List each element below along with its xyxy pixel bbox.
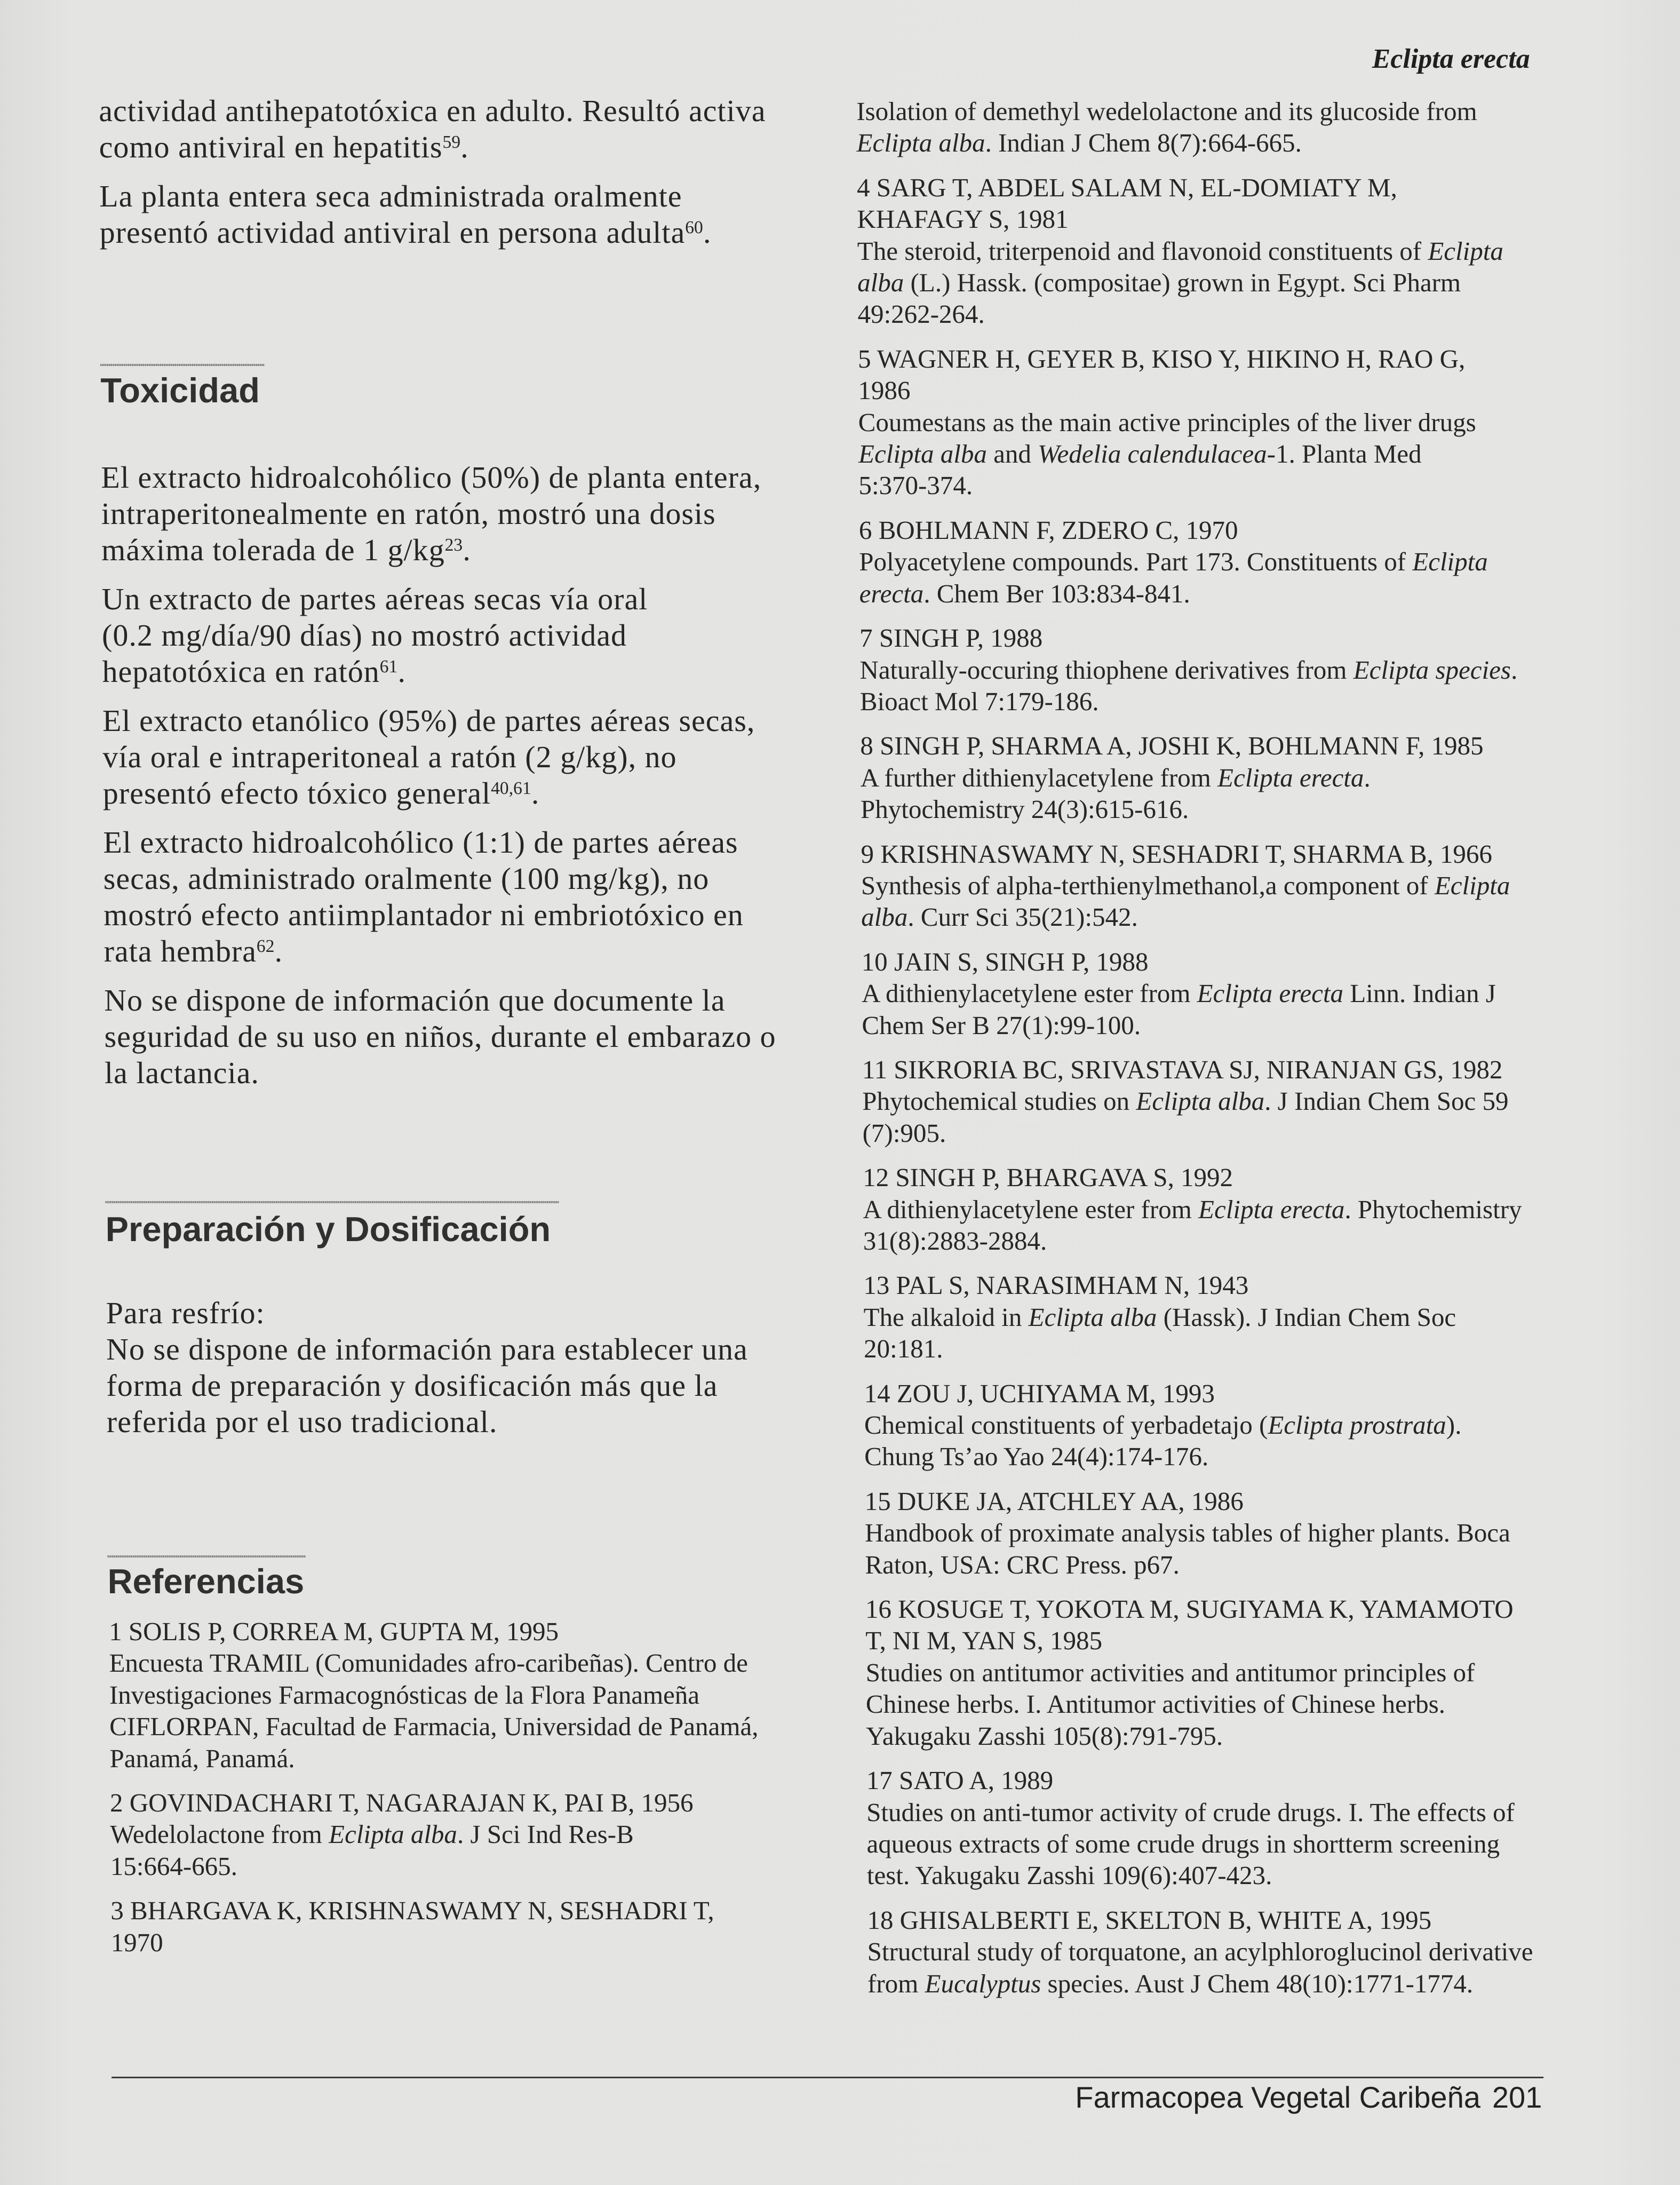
text-run: ). <box>1446 1410 1462 1440</box>
reference-line: Handbook of proximate analysis tables of higher plants. Boca <box>864 1518 1510 1548</box>
text-line: seguridad de su uso en niños, durante el embarazo o <box>104 1019 776 1054</box>
text-line: forma de preparación y dosificación más que la <box>106 1368 718 1403</box>
text-run: rata hembra <box>103 934 257 968</box>
text-line: (0.2 mg/día/90 días) no mostró actividad <box>101 618 627 653</box>
paragraph <box>101 581 774 690</box>
reference-line <box>857 235 1523 267</box>
reference-line: 9 KRISHNASWAMY N, SESHADRI T, SHARMA B, 1966 <box>861 839 1493 869</box>
citation-superscript: 23 <box>444 535 463 555</box>
citation-superscript: 59 <box>442 132 461 152</box>
reference-line <box>860 762 1526 793</box>
text-run: . J Sci Ind Res-B <box>457 1819 634 1849</box>
reference-entry <box>857 172 1524 330</box>
reference-line: Phytochemistry 24(3):615-616. <box>860 794 1189 824</box>
paragraph <box>106 1331 749 1440</box>
reference-line: CIFLORPAN, Facultad de Farmacia, Universidad de Panamá, <box>109 1712 759 1742</box>
reference-line: 31(8):2883-2884. <box>863 1226 1047 1256</box>
reference-line: 13 PAL S, NARASIMHAM N, 1943 <box>863 1270 1249 1300</box>
text-run: . Curr Sci 35(21):542. <box>907 902 1138 932</box>
text-run: (Hassk). J Indian Chem Soc <box>1157 1302 1456 1332</box>
reference-line: 12 SINGH P, BHARGAVA S, 1992 <box>862 1163 1233 1193</box>
preparacion-text <box>106 1295 748 1440</box>
text-line: vía oral e intraperitoneal a ratón (2 g/kg), no <box>102 740 677 774</box>
italic-taxon: Eclipta alba <box>1136 1086 1265 1116</box>
text-run: Wedelolactone from <box>110 1819 329 1849</box>
italic-taxon: erecta <box>859 578 924 608</box>
reference-line: (7):905. <box>862 1118 946 1148</box>
text-run: A dithienylacetylene ester from <box>863 1194 1199 1224</box>
reference-entry <box>864 1378 1530 1473</box>
footer-rule <box>112 2077 1543 2078</box>
reference-line: Chung Ts’ao Yao 24(4):174-176. <box>864 1442 1209 1472</box>
text-run: . <box>397 654 407 689</box>
italic-taxon: Eclipta species <box>1353 655 1511 685</box>
reference-line: 5 WAGNER H, GEYER B, KISO Y, HIKINO H, RAO G, <box>857 344 1466 374</box>
reference-line: 16 KOSUGE T, YOKOTA M, SUGIYAMA K, YAMAMOTO <box>865 1594 1514 1624</box>
reference-line: Studies on anti-tumor activity of crude drugs. I. The effects of <box>866 1797 1515 1827</box>
italic-taxon: Eclipta <box>1434 870 1510 900</box>
reference-line: 15:664-665. <box>110 1851 238 1881</box>
text-line: No se dispone de información que documente la <box>103 983 726 1018</box>
reference-line <box>861 870 1527 901</box>
reference-entry <box>109 1616 759 1774</box>
reference-line: KHAFAGY S, 1981 <box>857 204 1069 234</box>
section-rule-toxicidad <box>100 364 265 366</box>
reference-list-right <box>856 96 1533 1999</box>
text-run: Polyacetylene compounds. Part 173. Constituents of <box>859 547 1413 577</box>
reference-line <box>862 978 1527 1009</box>
text-line <box>102 654 774 690</box>
reference-line: 8 SINGH P, SHARMA A, JOSHI K, BOHLMANN F, 1985 <box>860 731 1484 761</box>
reference-line: 6 BOHLMANN F, ZDERO C, 1970 <box>858 515 1238 545</box>
italic-taxon: Eucalyptus <box>925 1968 1041 1998</box>
publication-title: Farmacopea Vegetal Caribeña <box>1075 2080 1481 2114</box>
reference-line <box>864 1409 1530 1441</box>
reference-line: Panamá, Panamá. <box>109 1743 295 1773</box>
reference-entry <box>860 730 1526 825</box>
reference-line <box>861 901 1527 933</box>
text-line: El extracto etanólico (95%) de partes aéreas secas, <box>102 703 755 738</box>
reference-line: 4 SARG T, ABDEL SALAM N, EL-DOMIATY M, <box>856 172 1397 202</box>
reference-entry <box>110 1787 759 1882</box>
reference-line: Structural study of torquatone, an acylphloroglucinol derivative <box>867 1937 1533 1967</box>
reference-line: 11 SIKRORIA BC, SRIVASTAVA SJ, NIRANJAN GS, 1982 <box>862 1054 1503 1084</box>
section-heading-preparacion: Preparación y Dosificación <box>105 1210 551 1249</box>
reference-line: Encuesta TRAMIL (Comunidades afro-caribeñas). Centro de <box>109 1648 749 1678</box>
reference-line: Bioact Mol 7:179-186. <box>859 686 1099 716</box>
reference-line: 20:181. <box>863 1334 943 1364</box>
reference-line: test. Yakugaku Zasshi 109(6):407-423. <box>866 1861 1272 1890</box>
italic-taxon: alba <box>861 902 908 932</box>
reference-line: 49:262-264. <box>857 299 985 329</box>
italic-taxon: Wedelia calendulacea <box>1038 439 1267 469</box>
text-run: The alkaloid in <box>863 1302 1029 1332</box>
text-run: and <box>986 439 1038 469</box>
reference-line: Yakugaku Zasshi 105(8):791-795. <box>866 1721 1223 1751</box>
italic-taxon: Eclipta alba <box>856 128 985 158</box>
reference-line: Coumestans as the main active principles of the liver drugs <box>858 407 1476 437</box>
reference-line <box>858 438 1524 470</box>
reference-entry <box>861 838 1527 933</box>
reference-line: Investigaciones Farmacognósticas de la Flora Panameña <box>109 1680 700 1710</box>
citation-superscript: 40,61 <box>490 778 531 798</box>
text-run: Synthesis of alpha-terthienylmethanol,a component of <box>861 870 1435 900</box>
text-run: A further dithienylacetylene from <box>860 762 1218 792</box>
text-line: mostró efecto antiimplantador ni embriotóxico en <box>103 897 744 932</box>
paragraph <box>99 178 767 251</box>
preparation-paragraphs <box>106 1331 749 1440</box>
italic-taxon: Eclipta <box>1428 236 1504 266</box>
text-run: hepatotóxica en ratón <box>102 654 380 689</box>
intro-text <box>99 93 767 251</box>
reference-line: 5:370-374. <box>858 471 973 500</box>
reference-line: 14 ZOU J, UCHIYAMA M, 1993 <box>864 1378 1215 1408</box>
text-run: -1. Planta Med <box>1267 439 1422 469</box>
reference-line <box>863 1301 1529 1333</box>
text-line: la lactancia. <box>104 1055 260 1090</box>
reference-line <box>857 267 1523 298</box>
paragraph <box>99 93 766 165</box>
reference-line: Chem Ser B 27(1):99-100. <box>862 1010 1141 1040</box>
text-run: . <box>274 934 283 968</box>
text-run: . J Indian Chem Soc 59 <box>1264 1086 1509 1116</box>
text-run: presentó efecto tóxico general <box>102 776 491 811</box>
paragraph <box>103 824 776 970</box>
text-run: Chemical constituents of yerbadetajo ( <box>864 1410 1268 1440</box>
text-line <box>99 214 767 251</box>
text-run: . Chem Ber 103:834-841. <box>923 578 1190 608</box>
italic-taxon: Eclipta erecta <box>1198 1194 1345 1224</box>
text-run: . <box>1364 762 1371 792</box>
text-run: . <box>703 215 712 250</box>
text-run: máxima tolerada de 1 g/kg <box>101 533 445 567</box>
reference-entry <box>863 1162 1529 1257</box>
italic-taxon: Eclipta alba <box>328 1819 458 1849</box>
text-line: La planta entera seca administrada oralmente <box>99 179 682 213</box>
text-run: . <box>463 533 471 567</box>
reference-entry <box>863 1269 1530 1364</box>
text-run: presentó actividad antiviral en persona adulta <box>99 215 686 250</box>
section-heading-referencias: Referencias <box>107 1562 305 1601</box>
italic-taxon: Eclipta alba <box>1028 1302 1157 1332</box>
text-line: referida por el uso tradicional. <box>106 1404 498 1439</box>
reference-line: 1970 <box>110 1927 163 1957</box>
reference-line: 3 BHARGAVA K, KRISHNASWAMY N, SESHADRI T, <box>110 1896 714 1926</box>
text-run: from <box>867 1968 925 1998</box>
text-line <box>103 933 775 970</box>
preparation-label: Para resfrío: <box>106 1296 265 1330</box>
text-line: intraperitonealmente en ratón, mostró una dosis <box>101 496 716 531</box>
text-line <box>101 532 773 568</box>
paragraph <box>102 703 775 812</box>
text-run: . <box>531 776 540 811</box>
reference-entry <box>862 1054 1528 1149</box>
text-run: . Indian J Chem 8(7):664-665. <box>985 128 1302 158</box>
page-footer <box>1075 2080 1542 2115</box>
section-rule-preparacion <box>105 1201 559 1203</box>
reference-entry <box>867 1904 1533 1999</box>
text-run: The steroid, triterpenoid and flavonoid constituents of <box>857 236 1428 266</box>
reference-entry <box>859 622 1526 717</box>
text-run: (L.) Hassk. (compositae) grown in Egypt. Sci Pharm <box>904 268 1461 298</box>
reference-entry <box>110 1895 760 1958</box>
italic-taxon: Eclipta prostrata <box>1268 1410 1446 1440</box>
reference-line: T, NI M, YAN S, 1985 <box>865 1626 1103 1656</box>
text-line <box>103 775 775 812</box>
reference-line <box>856 127 1522 158</box>
text-run: Naturally-occuring thiophene derivatives from <box>859 655 1353 685</box>
reference-entry <box>865 1593 1532 1752</box>
text-line: El extracto hidroalcohólico (1:1) de partes aéreas <box>103 825 738 860</box>
reference-line: 17 SATO A, 1989 <box>866 1766 1054 1795</box>
text-run: . <box>1510 655 1518 685</box>
text-line: secas, administrado oralmente (100 mg/kg), no <box>103 861 710 896</box>
reference-line: Studies on antitumor activities and antitumor principles of <box>865 1657 1475 1687</box>
italic-taxon: Eclipta <box>1412 547 1488 577</box>
text-line: actividad antihepatotóxica en adulto. Resultó activa <box>99 93 766 128</box>
reference-line <box>859 578 1525 609</box>
reference-line <box>862 1085 1528 1117</box>
text-run: A dithienylacetylene ester from <box>861 979 1197 1008</box>
text-line: Un extracto de partes aéreas secas vía oral <box>101 582 648 616</box>
reference-line <box>867 1968 1533 1999</box>
reference-line: 15 DUKE JA, ATCHLEY AA, 1986 <box>864 1486 1244 1516</box>
reference-line: Chinese herbs. I. Antitumor activities of Chinese herbs. <box>865 1689 1446 1719</box>
italic-taxon: Eclipta erecta <box>1217 762 1364 792</box>
citation-superscript: 61 <box>379 656 398 677</box>
reference-entry <box>858 343 1525 502</box>
reference-line: aqueous extracts of some crude drugs in shortterm screening <box>866 1829 1500 1858</box>
text-run: . <box>460 130 469 164</box>
text-run: species. Aust J Chem 48(10):1771-1774. <box>1041 1968 1474 1998</box>
reference-list-left <box>109 1616 760 1958</box>
paragraph <box>101 459 773 568</box>
reference-entry <box>865 1485 1531 1580</box>
text-run: Linn. Indian J <box>1343 979 1496 1008</box>
reference-line: 1 SOLIS P, CORREA M, GUPTA M, 1995 <box>108 1617 559 1646</box>
running-title: Eclipta erecta <box>1372 44 1530 74</box>
italic-taxon: Eclipta alba <box>858 439 988 469</box>
toxicidad-text <box>101 459 776 1091</box>
italic-taxon: alba <box>857 268 904 298</box>
reference-line <box>859 546 1525 577</box>
text-run: como antiviral en hepatitis <box>99 130 443 164</box>
text-run: . Phytochemistry <box>1344 1194 1522 1224</box>
text-line <box>99 129 766 165</box>
citation-superscript: 60 <box>685 217 703 237</box>
reference-line: 2 GOVINDACHARI T, NAGARAJAN K, PAI B, 1956 <box>109 1788 694 1818</box>
reference-line: Raton, USA: CRC Press. p67. <box>865 1550 1180 1579</box>
reference-line <box>110 1818 759 1850</box>
italic-taxon: Eclipta erecta <box>1197 979 1344 1008</box>
reference-line: 7 SINGH P, 1988 <box>859 623 1043 653</box>
section-heading-toxicidad: Toxicidad <box>100 371 260 410</box>
citation-superscript: 62 <box>256 936 275 956</box>
reference-line: 1986 <box>858 376 911 406</box>
reference-entry <box>856 96 1523 159</box>
text-line: El extracto hidroalcohólico (50%) de planta entera, <box>101 460 762 495</box>
reference-line: 10 JAIN S, SINGH P, 1988 <box>861 947 1149 976</box>
reference-line <box>863 1194 1528 1225</box>
reference-line: 18 GHISALBERTI E, SKELTON B, WHITE A, 1995 <box>867 1905 1432 1935</box>
reference-entry <box>862 946 1528 1041</box>
text-run: Phytochemical studies on <box>862 1086 1136 1116</box>
reference-line: Isolation of demethyl wedelolactone and its glucoside from <box>856 97 1477 126</box>
page-number: 201 <box>1492 2080 1542 2114</box>
text-line: No se dispone de información para establecer una <box>106 1332 748 1366</box>
reference-line <box>859 654 1525 686</box>
reference-entry <box>859 514 1525 609</box>
paragraph <box>104 982 776 1091</box>
section-rule-referencias <box>107 1555 306 1558</box>
reference-entry <box>866 1765 1533 1892</box>
